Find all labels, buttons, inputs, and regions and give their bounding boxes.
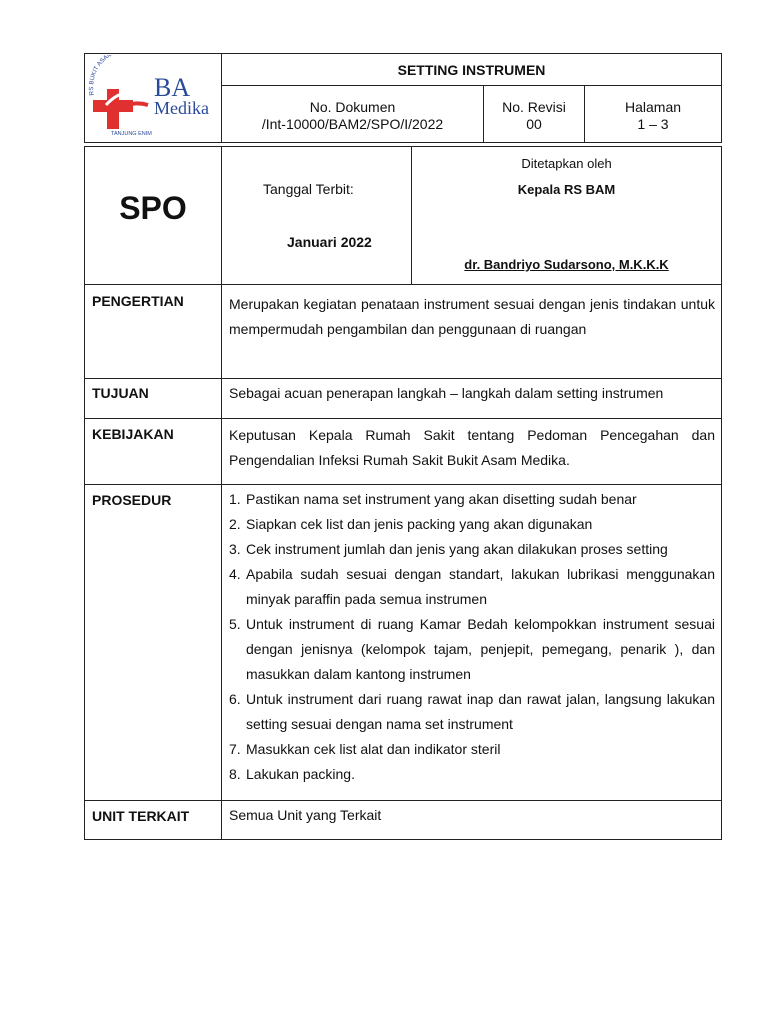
prosedur-step-number: 1. bbox=[229, 491, 241, 507]
tujuan-text: Sebagai acuan penerapan langkah – langkah dalam setting instrumen bbox=[229, 385, 664, 401]
border-header-mid bbox=[221, 85, 722, 86]
border-main-bottom bbox=[84, 839, 722, 840]
pengertian-label: PENGERTIAN bbox=[92, 293, 184, 309]
border-row-spo-bottom bbox=[84, 284, 722, 285]
prosedur-step-number: 6. bbox=[229, 691, 241, 707]
issue-date-label: Tanggal Terbit: bbox=[263, 181, 354, 197]
prosedur-step-number: 4. bbox=[229, 566, 241, 582]
prosedur-step-text: Cek instrument jumlah dan jenis yang akan dilakukan proses setting bbox=[246, 541, 668, 557]
approver-title: Kepala RS BAM bbox=[517, 182, 616, 197]
unit-terkait-label: UNIT TERKAIT bbox=[92, 808, 190, 824]
prosedur-step-text: Untuk instrument dari ruang rawat inap dan rawat jalan, langsung lakukan setting sesuai dengan nama set instrument bbox=[246, 691, 715, 732]
prosedur-step-number: 8. bbox=[229, 766, 241, 782]
border-header-top bbox=[84, 53, 722, 54]
logo-bottom-text: TANJUNG ENIM bbox=[111, 131, 152, 137]
border-row-kebijakan-bottom bbox=[84, 484, 722, 485]
kebijakan-label: KEBIJAKAN bbox=[92, 426, 174, 442]
unit-terkait-text: Semua Unit yang Terkait bbox=[229, 807, 382, 823]
prosedur-step bbox=[229, 612, 715, 687]
logo-brand-line1: BA bbox=[154, 73, 191, 102]
border-row-pengertian-bottom bbox=[84, 378, 722, 379]
border-row-prosedur-bottom bbox=[84, 800, 722, 801]
pengertian-text: Merupakan kegiatan penataan instrument sesuai dengan jenis tindakan untuk mempermudah pengambilan dan penggunaan di ruangan bbox=[229, 296, 715, 337]
page-value: 1 – 3 bbox=[637, 116, 669, 132]
prosedur-step bbox=[229, 762, 715, 787]
prosedur-label: PROSEDUR bbox=[92, 492, 172, 508]
border-row-tujuan-bottom bbox=[84, 418, 722, 419]
prosedur-step bbox=[229, 687, 715, 737]
logo-brand-line2: Medika bbox=[154, 98, 209, 118]
approved-by-label: Ditetapkan oleh bbox=[521, 156, 612, 171]
doc-number-value: /Int-10000/BAM2/SPO/I/2022 bbox=[261, 116, 444, 132]
prosedur-step bbox=[229, 562, 715, 612]
revision-label: No. Revisi bbox=[502, 99, 566, 115]
hospital-logo bbox=[88, 55, 218, 140]
border-main-right bbox=[721, 146, 722, 840]
approver-name: dr. Bandriyo Sudarsono, M.K.K.K bbox=[464, 257, 669, 272]
page-label: Halaman bbox=[624, 99, 682, 115]
prosedur-step-text: Masukkan cek list alat dan indikator steril bbox=[246, 741, 501, 757]
doc-number-label: No. Dokumen bbox=[309, 99, 396, 115]
border-header-bottom bbox=[84, 142, 722, 143]
prosedur-step-text: Siapkan cek list dan jenis packing yang akan digunakan bbox=[246, 516, 593, 532]
kebijakan-text: Keputusan Kepala Rumah Sakit tentang Pedoman Pencegahan dan Pengendalian Infeksi Rumah Sakit Bukit Asam Medika. bbox=[229, 427, 715, 468]
issue-date-value: Januari 2022 bbox=[287, 234, 372, 250]
border-main-col-divider bbox=[221, 146, 222, 840]
prosedur-step-number: 2. bbox=[229, 516, 241, 532]
tujuan-label: TUJUAN bbox=[92, 385, 149, 401]
prosedur-step bbox=[229, 737, 715, 762]
document-title: SETTING INSTRUMEN bbox=[397, 62, 546, 78]
border-header-right bbox=[721, 53, 722, 143]
prosedur-step-number: 3. bbox=[229, 541, 241, 557]
prosedur-step-text: Pastikan nama set instrument yang akan disetting sudah benar bbox=[246, 491, 637, 507]
prosedur-step bbox=[229, 512, 715, 537]
revision-value: 00 bbox=[526, 116, 542, 132]
prosedur-step bbox=[229, 487, 715, 512]
prosedur-step-number: 5. bbox=[229, 616, 241, 632]
border-main-left bbox=[84, 146, 85, 840]
prosedur-step-text: Untuk instrument di ruang Kamar Bedah kelompokkan instrument sesuai dengan jenisnya (kelompok tajam, penjepit, pemegang, penarik ), dan masukkan dalam kantong instrumen bbox=[246, 616, 715, 682]
prosedur-step-text: Lakukan packing. bbox=[246, 766, 355, 782]
prosedur-list bbox=[229, 487, 715, 787]
prosedur-step-text: Apabila sudah sesuai dengan standart, lakukan lubrikasi menggunakan minyak paraffin pada semua instrumen bbox=[246, 566, 715, 607]
prosedur-step-number: 7. bbox=[229, 741, 241, 757]
spo-label: SPO bbox=[119, 190, 187, 226]
prosedur-step bbox=[229, 537, 715, 562]
logo-arc-text: RS BUKIT ASA bbox=[88, 55, 110, 96]
border-header-left bbox=[84, 53, 85, 143]
border-main-top bbox=[84, 146, 722, 147]
